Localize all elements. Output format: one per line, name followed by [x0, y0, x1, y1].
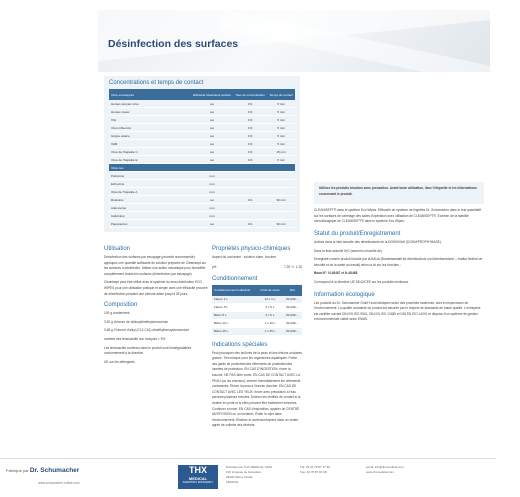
table-row — [212, 311, 302, 319]
col-header: Virus enveloppés — [109, 89, 191, 100]
table-cell: Adenovirus — [109, 204, 191, 212]
table-cell — [233, 212, 267, 220]
table-cell: 1% — [233, 132, 267, 140]
footer — [0, 458, 496, 497]
table-cell: 5 min — [267, 140, 295, 148]
maker-url[interactable]: www.schumacher-online.com — [38, 481, 80, 485]
table-row — [212, 303, 302, 311]
rows-naked — [109, 172, 295, 228]
table-cell: oui — [191, 140, 233, 148]
table-cell: Virus de l'hépatite E — [109, 156, 191, 164]
table-row — [109, 204, 295, 212]
brand-name: Dr. Schumacher — [29, 467, 80, 474]
table-cell: 15 min — [267, 148, 295, 156]
col-header: Unité de vente — [257, 285, 283, 296]
table-row — [109, 132, 295, 140]
table-cell: Papovavirus — [109, 220, 191, 228]
table-cell: 00-209-... — [283, 327, 302, 335]
table-cell: Rotavirus — [109, 196, 191, 204]
address-line: FRANCE — [226, 480, 239, 484]
table-cell: Bidon 5 L — [212, 311, 257, 319]
statut-text-5: Correspond à la directive UE 93/42/CEE sur les produits médicaux. — [314, 279, 409, 284]
maker-logo — [6, 467, 79, 474]
table-row — [109, 196, 295, 204]
email-link[interactable]: email: info@thxmedical.com — [366, 465, 404, 469]
table-cell — [267, 172, 295, 180]
table-cell: non — [191, 204, 233, 212]
table-cell: 1% — [233, 148, 267, 156]
ecologie-text: Les produits du Dr. Schumacher GmbH sont fabriqués selon des procédés modernes, sûrs et respectueux de l'environnement. La qualité constante du produit est assurée par le respect de standards de haute qualité. L'entreprise est certifiée suivant DIN EN ISO 9001, DIN EN ISO 13485 et DIN EN ISO 14001 et dispose d'un système de gestion environnementale validé selon EMAS. — [314, 300, 481, 322]
table-cell: Flacon 5 L — [212, 303, 257, 311]
rows-enveloped — [109, 100, 295, 164]
table-cell: oui — [191, 196, 233, 204]
table-cell: 1% — [233, 220, 267, 228]
right-column — [314, 78, 484, 326]
thx-tagline: SCIENTIFIC EFFICIENCY — [182, 481, 214, 484]
table-row — [109, 116, 295, 124]
table-cell: Virus influenza — [109, 124, 191, 132]
table-cell: oui — [191, 156, 233, 164]
table-cell: 1% — [233, 116, 267, 124]
contact-box — [104, 76, 300, 232]
table-cell — [267, 212, 295, 220]
table-cell: 00-209-... — [283, 319, 302, 327]
notice-box — [314, 182, 484, 204]
table-row — [109, 172, 295, 180]
table-cell: VHB — [109, 140, 191, 148]
col-header: Temps de contact — [267, 89, 295, 100]
table-cell: oui — [191, 116, 233, 124]
table-cell: 1 x 25 L — [257, 327, 283, 335]
table-cell: 1% — [233, 100, 267, 108]
table-cell: Herpes zoster — [109, 108, 191, 116]
col-header: Réf. — [283, 285, 302, 296]
table-row — [212, 327, 302, 335]
table-cell: 5 min — [267, 108, 295, 116]
utilisation-heading: Utilisation — [104, 246, 131, 252]
composition-line: 3,30 g chlorure de didécyldiméthylammonium — [104, 319, 169, 324]
physico-heading: Propriétés physico-chimiques — [212, 246, 291, 252]
ph-value: 7,25 +/- 1,25 — [284, 264, 302, 269]
table-cell: Bidon 10 L — [212, 319, 257, 327]
thx-medical-logo — [178, 465, 218, 489]
table-cell — [267, 204, 295, 212]
table-row — [109, 124, 295, 132]
utilisation-text: Désinfection des surfaces par essuyage (procédé recommandé): appliquez une quantité suffisante de solution préparée de Cleanisept sur les surfaces à désinfecter. Utiliser une action mécanique pour humidifier complètement toutes les surfaces (désinfection par essuyage). — [104, 255, 207, 276]
table-cell: 2 x 5 L — [257, 303, 283, 311]
table-cell: Herpes simplex virus — [109, 100, 191, 108]
left-margin — [0, 10, 98, 458]
table-cell: oui — [191, 148, 233, 156]
fax-line: Fax: 04 78 87 81 98 — [300, 470, 327, 474]
distributor-address — [226, 465, 273, 485]
table-cell — [233, 180, 267, 188]
table-cell: Echovirus — [109, 180, 191, 188]
table-cell: VIH — [109, 116, 191, 124]
table-cell: Virus de l'hépatite C — [109, 148, 191, 156]
table-row — [109, 108, 295, 116]
table-row — [109, 148, 295, 156]
col-header: Efficacité Cleanisept surface — [191, 89, 233, 100]
table-cell: 1% — [233, 156, 267, 164]
table-cell: 00-209-... — [283, 303, 302, 311]
composition-heading: Composition — [104, 302, 138, 309]
table-row — [212, 319, 302, 327]
table-row — [212, 296, 302, 304]
utilisation-section — [104, 246, 208, 368]
table-cell: Virus de l'hépatite A — [109, 188, 191, 196]
table-cell — [233, 204, 267, 212]
table-cell: 00-209-... — [283, 296, 302, 304]
table-row — [109, 156, 295, 164]
table-cell: 5 min — [267, 100, 295, 108]
statut-text-4: Baua N°: N-48467 et N-48468. — [314, 271, 359, 276]
cond-table-header — [212, 285, 302, 296]
table-row — [109, 100, 295, 108]
contact-heading: Concentrations et temps de contact — [109, 80, 204, 86]
col-header: Conditionnement individuel — [212, 285, 257, 296]
website-link[interactable]: www.thxmedical.com — [366, 470, 395, 474]
table-cell: non — [191, 172, 233, 180]
address-line: 06200 Marcy l'étoile — [226, 475, 253, 479]
physico-aspect: Aspect du concentré : solution claire, incolore — [212, 255, 277, 259]
utilisation-text-2: Cleanisept peut être utilisé avec le système du seau distributeur ECO WIPES pour une utilisation pratique et simple avec une efficacité prouvée de désinfection pendant une période allant jusqu'à 28 jours. — [104, 280, 208, 296]
composition-list — [104, 311, 208, 365]
thx-logo-text: THX — [189, 465, 207, 475]
table-cell: 30 min — [267, 220, 295, 228]
ph-label: pH: — [212, 264, 217, 269]
statut-text-1: Actives dans la liste actuelle des désinfectants de la DGHM/VAH (DGHM/PROPHYBASE). — [314, 239, 442, 244]
statut-heading: Statut du produit/Enregistrement — [314, 230, 401, 237]
thx-logo-subtext: MEDICAL — [188, 476, 208, 481]
contact-table — [109, 89, 295, 228]
ph-row — [212, 264, 302, 270]
tel-line: Tél: 03 04 78 87 17 99 — [300, 465, 331, 469]
table-row — [109, 220, 295, 228]
indications-heading: Indications spéciales — [212, 341, 268, 348]
table-cell: non — [191, 212, 233, 220]
col-header: Taux de concentration — [233, 89, 267, 100]
table-cell: 00-209-... — [283, 311, 302, 319]
made-by-label: Fabriqué par — [6, 468, 29, 473]
table-row — [109, 140, 295, 148]
address-line: Distribué par THX MEDICAL SARL — [226, 465, 273, 469]
table-row — [109, 212, 295, 220]
table-cell — [267, 180, 295, 188]
middle-column — [212, 246, 303, 428]
eco-wipes-text: CLEANISEPT® dans le système Eco Wipes. Efficacité du système de lingettes Dr. Schumacher dans le test quantitatif sur les surfaces de carrelage des salles d'opération avec utilisation de CLEANISEPT®. Examen de la stabilité microbiologique de CLEANISEPT® dans le système Eco Wipes. — [314, 208, 481, 224]
table-cell: 1% — [233, 140, 267, 148]
composition-line: 0,68 g Chlorure d'alkyl (C12-C16) diméthylbenzylammonium — [104, 328, 190, 333]
cond-rows — [212, 296, 302, 336]
table-cell: 30 min — [267, 196, 295, 204]
contact-table-header — [109, 89, 295, 100]
table-cell: 5 min — [267, 124, 295, 132]
notice-text: Utilisez les produits biocides avec précaution. Avant toute utilisation, lisez l'étiquette et les informations concernant le produit. — [319, 186, 477, 196]
ecologie-heading: Information écologique — [314, 291, 375, 298]
table-row — [109, 180, 295, 188]
distributor-contact — [366, 465, 404, 475]
table-cell — [233, 172, 267, 180]
table-cell: oui — [191, 108, 233, 116]
table-cell: 5 min — [267, 116, 295, 124]
table-cell — [233, 188, 267, 196]
table-row — [109, 188, 295, 196]
table-cell: 1% — [233, 124, 267, 132]
table-cell: 4 x 5 L — [257, 311, 283, 319]
address-line: 125 impasse du belvédère — [226, 470, 262, 474]
statut-text-2: Dans la liste actuelle IHO (www.iho-viruzidie.de). — [314, 248, 383, 253]
table-cell: oui — [191, 124, 233, 132]
indications-text: Peut provoquer des brûlures de la peau et des lésions oculaires graves. Très toxique pour les organismes aquatiques. Porter des gants de protection/des vêtements de protection/des lunettes de protection. EN CAS D'INGESTION: rincer la bouche. NE PAS faire vomir. EN CAS DE CONTACT AVEC LA PEAU (ou les cheveux): enlever immédiatement les vêtements contaminés. Rincer la peau à l'eau/se doucher. EN CAS DE CONTACT AVEC LES YEUX: rincer avec précaution à l'eau pendant plusieurs minutes. Enlever les lentilles de contact si la victime en porte et si elles peuvent être facilement enlevées. Continuer à rincer. EN CAS d'exposition: appeler un CENTRE ANTIPOISON ou un médecin. Éviter le rejet dans l'environnement. Éliminer le contenu/récipient dans un centre agréé de collecte des déchets. — [212, 350, 303, 428]
distributor-phone — [300, 465, 330, 475]
table-cell: Grippe aviaire — [109, 132, 191, 140]
table-cell: non — [191, 188, 233, 196]
conditionnement-table — [212, 285, 302, 336]
table-cell: 1 x 10 L — [257, 319, 283, 327]
table-cell: non — [191, 180, 233, 188]
table-cell: 5 min — [267, 132, 295, 140]
composition-line: 100 g contiennent: — [104, 311, 131, 316]
document-page — [98, 72, 490, 454]
table-cell: Flacon 1 L — [212, 296, 257, 304]
table-cell: 12 x 1 L — [257, 296, 283, 304]
composition-line: UE sur les détergents. — [104, 359, 136, 364]
table-cell: Calicivirus — [109, 212, 191, 220]
table-cell: 5 min — [267, 156, 295, 164]
composition-line: contient des tensioactifs non ioniques < 5% — [104, 336, 166, 341]
table-cell: 1% — [233, 108, 267, 116]
sub-header-row — [109, 164, 295, 172]
statut-text-3: Enregistré comme produit biocide par la BAUA (Bundesanstalt für Arbeitsschutz und Arbeitsmedizin – Institut fédéral de sécurité et de la santé au travail) selon la loi sur les biocides : — [314, 257, 483, 267]
table-cell: 1% — [233, 196, 267, 204]
sub-header: Virus nus — [109, 164, 295, 172]
table-cell: Poliovirus — [109, 172, 191, 180]
page-title: Désinfection des surfaces — [108, 38, 239, 50]
table-cell: oui — [191, 220, 233, 228]
table-cell — [267, 188, 295, 196]
table-cell: oui — [191, 132, 233, 140]
table-cell: Bidon 25 L — [212, 327, 257, 335]
conditionnement-heading: Conditionnement — [212, 275, 258, 282]
composition-line: Les tensioactifs contenus dans le produit sont biodégradables conformément à la directive — [104, 345, 192, 356]
table-cell: oui — [191, 100, 233, 108]
